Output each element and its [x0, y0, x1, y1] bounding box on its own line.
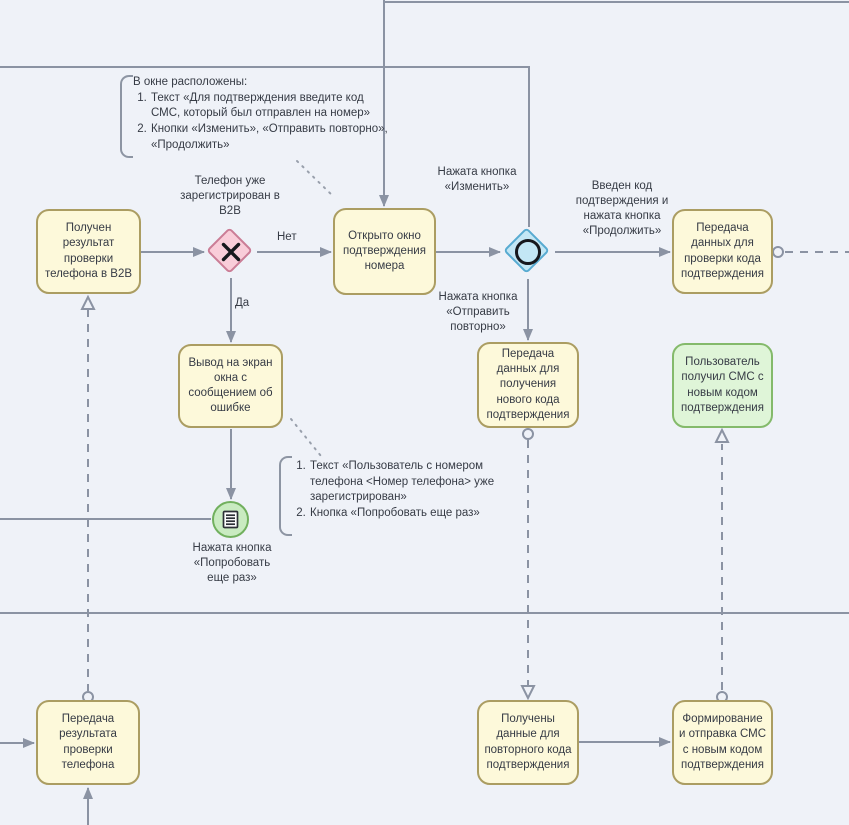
- task-received-result[interactable]: [36, 209, 141, 294]
- xor-gateway[interactable]: [205, 226, 257, 278]
- task-received-repeat[interactable]: [477, 700, 579, 785]
- task-open-window[interactable]: [333, 208, 436, 295]
- annotation-connector-2: [291, 419, 321, 456]
- event-gateway-circle-icon: [502, 226, 554, 278]
- event-label: Пользователь получил СМС с новым кодом подтверждения: [681, 356, 764, 414]
- message-start-circle-new-code: [523, 429, 533, 439]
- task-label: Передача результата проверки телефона: [59, 713, 117, 771]
- task-send-check-code[interactable]: [672, 209, 773, 294]
- annotation-title: В окне расположены:: [133, 76, 248, 88]
- label-code-entered: Введен код подтверждения и нажата кнопка «Продолжить»: [575, 180, 669, 237]
- label-condition: Телефон уже зарегистрирован в B2B: [180, 175, 280, 217]
- task-label: Передача данных для получения нового кода подтверждения: [486, 348, 570, 421]
- label-no: Нет: [277, 231, 297, 243]
- task-label: Формирование и отправка СМС с новым кодом подтверждения: [678, 713, 767, 771]
- annotation-connector-1: [297, 161, 334, 197]
- label-btn-retry: Нажата кнопка «Попробовать еще раз»: [192, 542, 272, 584]
- task-label: Открыто окно подтверждения номера: [343, 229, 426, 273]
- label-btn-change: Нажата кнопка «Изменить»: [437, 166, 517, 193]
- event-gateway[interactable]: [502, 226, 554, 278]
- task-error-window[interactable]: [178, 344, 283, 428]
- conditional-event-icon: [222, 510, 239, 529]
- task-label: Передача данных для проверки кода подтверждения: [681, 222, 764, 280]
- annotation-item: 1. Текст «Для подтверждения введите код СМС, который был отправлен на номер»: [150, 91, 390, 122]
- label-yes: Да: [235, 297, 250, 309]
- task-send-new-code[interactable]: [477, 342, 579, 428]
- message-arrow-into-received-repeat: [522, 686, 534, 698]
- message-arrow-into-received-result: [82, 297, 94, 309]
- xor-icon: [205, 226, 257, 278]
- annotation-item: 1. Текст «Пользователь с номером телефона <Номер телефона> уже зарегистрирован»: [309, 459, 496, 506]
- annotation-item: 2. Кнопка «Попробовать еще раз»: [309, 506, 496, 522]
- message-arrow-into-user-sms: [716, 430, 728, 442]
- label-btn-resend: Нажата кнопка «Отправить повторно»: [438, 291, 518, 333]
- message-start-circle-check-code: [773, 247, 783, 257]
- task-label: Вывод на экран окна с сообщением об ошибке: [188, 356, 273, 415]
- conditional-start-event[interactable]: [212, 501, 249, 538]
- annotation-error-window: [291, 459, 496, 522]
- event-user-received-sms[interactable]: [672, 343, 773, 428]
- task-form-send-sms[interactable]: [672, 700, 773, 785]
- task-label: Получен результат проверки телефона в B2B: [44, 222, 133, 280]
- task-transfer-result[interactable]: [36, 700, 140, 785]
- annotation-item: 2. Кнопки «Изменить», «Отправить повторно», «Продолжить»: [150, 122, 390, 153]
- task-label: Получены данные для повторного кода подтверждения: [484, 713, 572, 771]
- annotation-window-contents: [132, 75, 390, 153]
